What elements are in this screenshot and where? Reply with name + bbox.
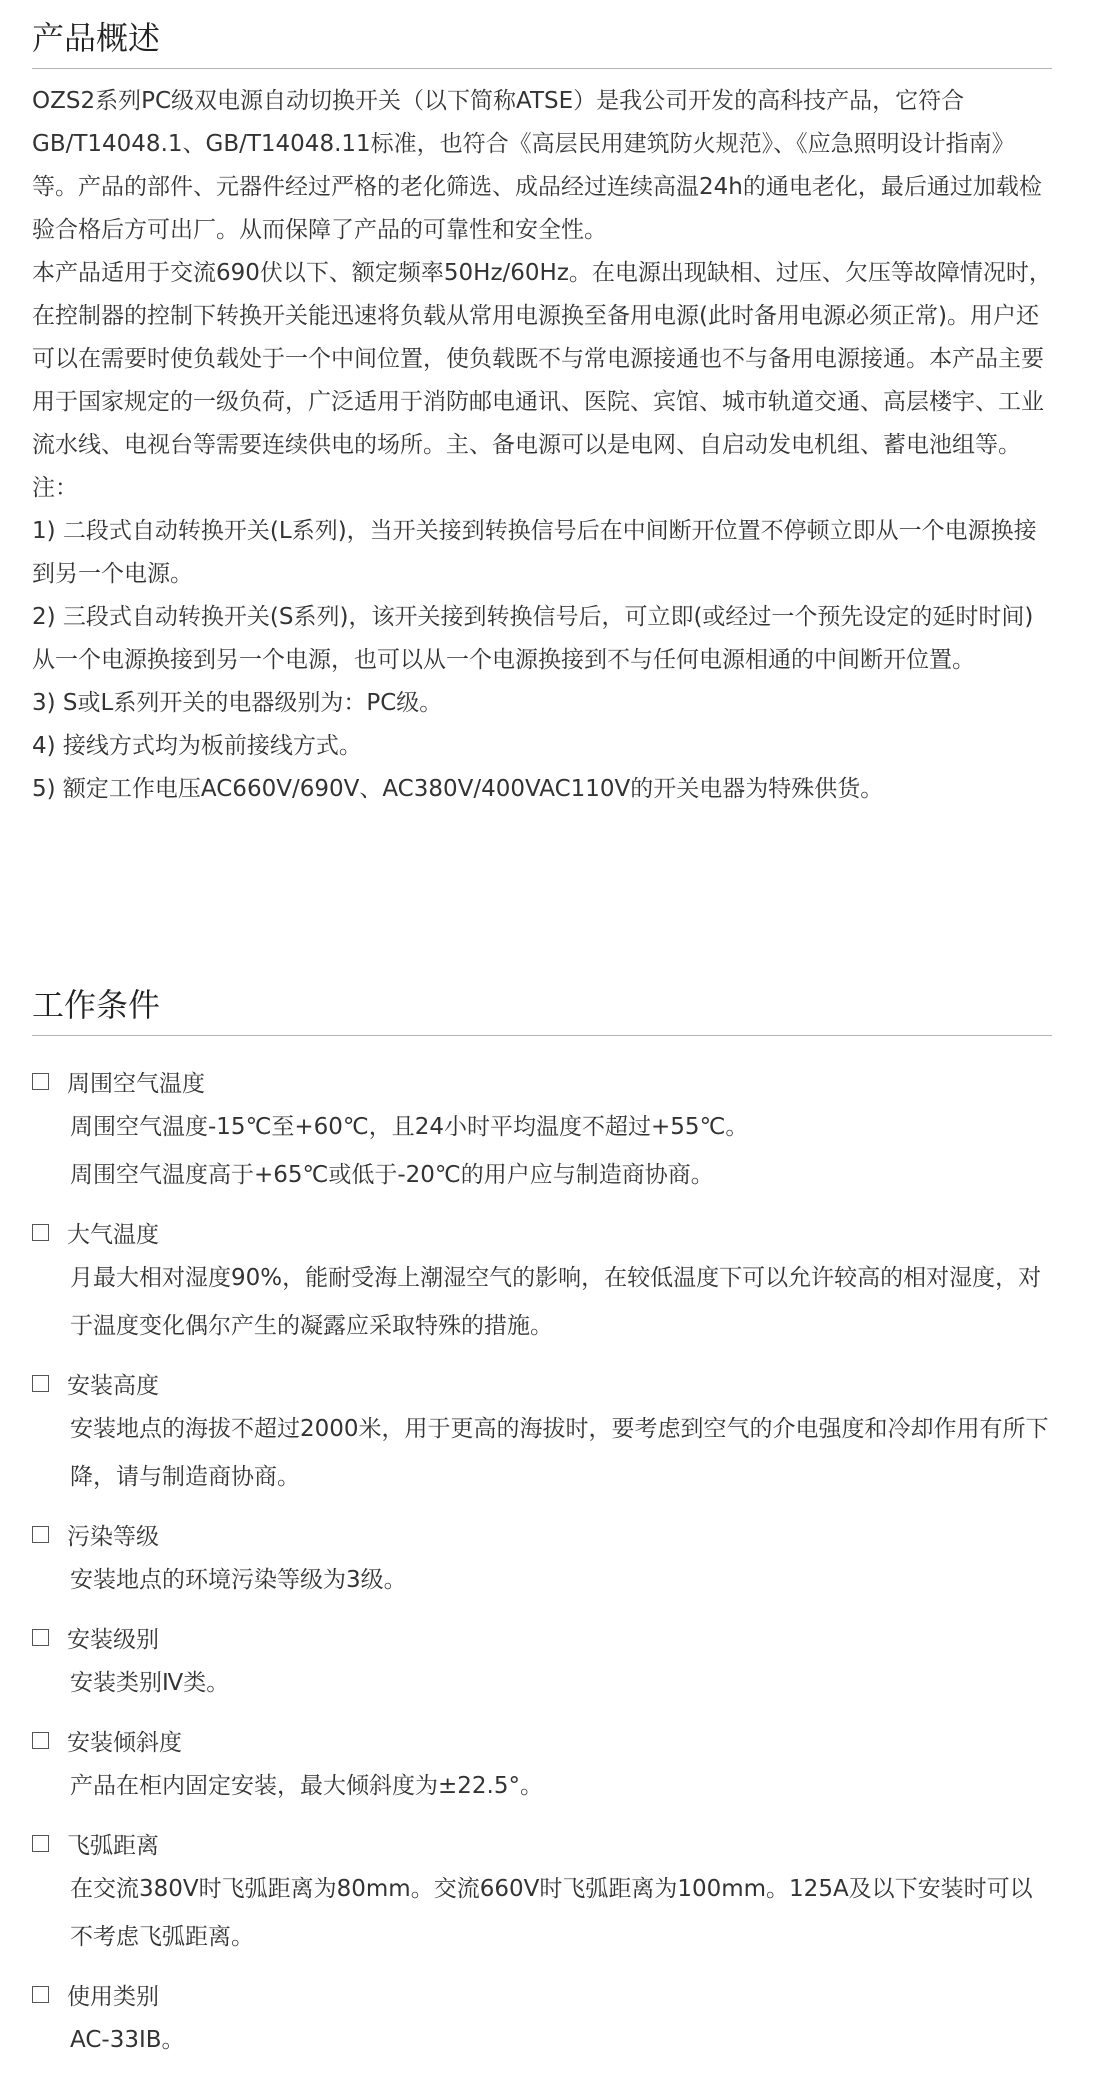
checkbox-icon — [32, 1526, 49, 1543]
condition-text: 安装地点的环境污染等级为3级。 — [70, 1567, 407, 1593]
conditions-list — [32, 1060, 1052, 2076]
overview-paragraph: OZS2系列PC级双电源自动切换开关（以下简称ATSE）是我公司开发的高科技产品，它符合GB/T14048.1、GB/T14048.11标准，也符合《高层民用建筑防火规范》、《应急照明设计指南》等。产品的部件、元器件经过严格的老化筛选、成品经过连续高温24h的通电老化，最后通过加载检验合格后方可出厂。从而保障了产品的可靠性和安全性。 — [32, 88, 1042, 243]
condition-text: 周围空气温度高于+65℃或低于-20℃的用户应与制造商协商。 — [70, 1162, 714, 1188]
condition-heading: 污染等级 — [67, 1524, 159, 1550]
checkbox-icon — [32, 1732, 49, 1749]
condition-text: 产品在柜内固定安装，最大倾斜度为±22.5°。 — [70, 1773, 543, 1799]
condition-text: AC-33IB。 — [70, 2027, 185, 2053]
condition-altitude — [32, 1362, 1052, 1501]
condition-utilization-category — [32, 1973, 1052, 2064]
checkbox-icon — [32, 1224, 49, 1241]
condition-heading: 大气温度 — [67, 1222, 159, 1248]
condition-heading: 周围空气温度 — [67, 1071, 205, 1097]
condition-atmospheric — [32, 1211, 1052, 1350]
note-item: 5) 额定工作电压AC660V/690V、AC380V/400VAC110V的开关电器为特殊供货。 — [32, 776, 884, 802]
condition-heading: 安装倾斜度 — [67, 1730, 182, 1756]
condition-heading: 安装高度 — [67, 1373, 159, 1399]
condition-text: 在交流380V时飞弧距离为80mm。交流660V时飞弧距离为100mm。125A及以下安装时可以不考虑飞弧距离。 — [70, 1876, 1033, 1950]
note-label: 注： — [32, 475, 78, 501]
checkbox-icon — [32, 1073, 49, 1090]
condition-text: 安装地点的海拔不超过2000米，用于更高的海拔时，要考虑到空气的介电强度和冷却作用有所下降，请与制造商协商。 — [70, 1416, 1049, 1490]
condition-text: 月最大相对湿度90%，能耐受海上潮湿空气的影响，在较低温度下可以允许较高的相对湿度，对于温度变化偶尔产生的凝露应采取特殊的措施。 — [70, 1265, 1042, 1339]
note-item: 3) S或L系列开关的电器级别为：PC级。 — [32, 690, 443, 716]
condition-inclination — [32, 1719, 1052, 1810]
overview-body — [32, 80, 1052, 811]
condition-installation-category — [32, 1616, 1052, 1707]
conditions-section-title: 工作条件 — [32, 985, 1052, 1036]
condition-heading: 飞弧距离 — [67, 1833, 159, 1859]
checkbox-icon — [32, 1375, 49, 1392]
condition-arc-distance — [32, 1822, 1052, 1961]
note-item: 2) 三段式自动转换开关(S系列)，该开关接到转换信号后，可立即(或经过一个预先设定的延时时间)从一个电源换接到另一个电源，也可以从一个电源换接到不与任何电源相通的中间断开位置。 — [32, 604, 1034, 673]
condition-text: 周围空气温度-15℃至+60℃，且24小时平均温度不超过+55℃。 — [70, 1114, 749, 1140]
condition-ambient-temperature — [32, 1060, 1052, 1199]
overview-section-title: 产品概述 — [32, 18, 1052, 69]
note-item: 4) 接线方式均为板前接线方式。 — [32, 733, 362, 759]
condition-heading: 安装级别 — [67, 1627, 159, 1653]
condition-pollution-level — [32, 1513, 1052, 1604]
note-item: 1) 二段式自动转换开关(L系列)，当开关接到转换信号后在中间断开位置不停顿立即从一个电源换接到另一个电源。 — [32, 518, 1037, 587]
overview-paragraph: 本产品适用于交流690伏以下、额定频率50Hz/60Hz。在电源出现缺相、过压、欠压等故障情况时，在控制器的控制下转换开关能迅速将负载从常用电源换至备用电源(此时备用电源必须正常)。用户还可以在需要时使负载处于一个中间位置，使负载既不与常电源接通也不与备用电源接通。本产品主要用于国家规定的一级负荷，广泛适用于消防邮电通讯、医院、宾馆、城市轨道交通、高层楼宇、工业流水线、电视台等需要连续供电的场所。主、备电源可以是电网、自启动发电机组、蓄电池组等。 — [32, 260, 1052, 458]
checkbox-icon — [32, 1835, 49, 1852]
condition-text: 安装类别Ⅳ类。 — [70, 1670, 230, 1696]
condition-heading: 使用类别 — [67, 1984, 159, 2010]
checkbox-icon — [32, 1986, 49, 2003]
checkbox-icon — [32, 1629, 49, 1646]
